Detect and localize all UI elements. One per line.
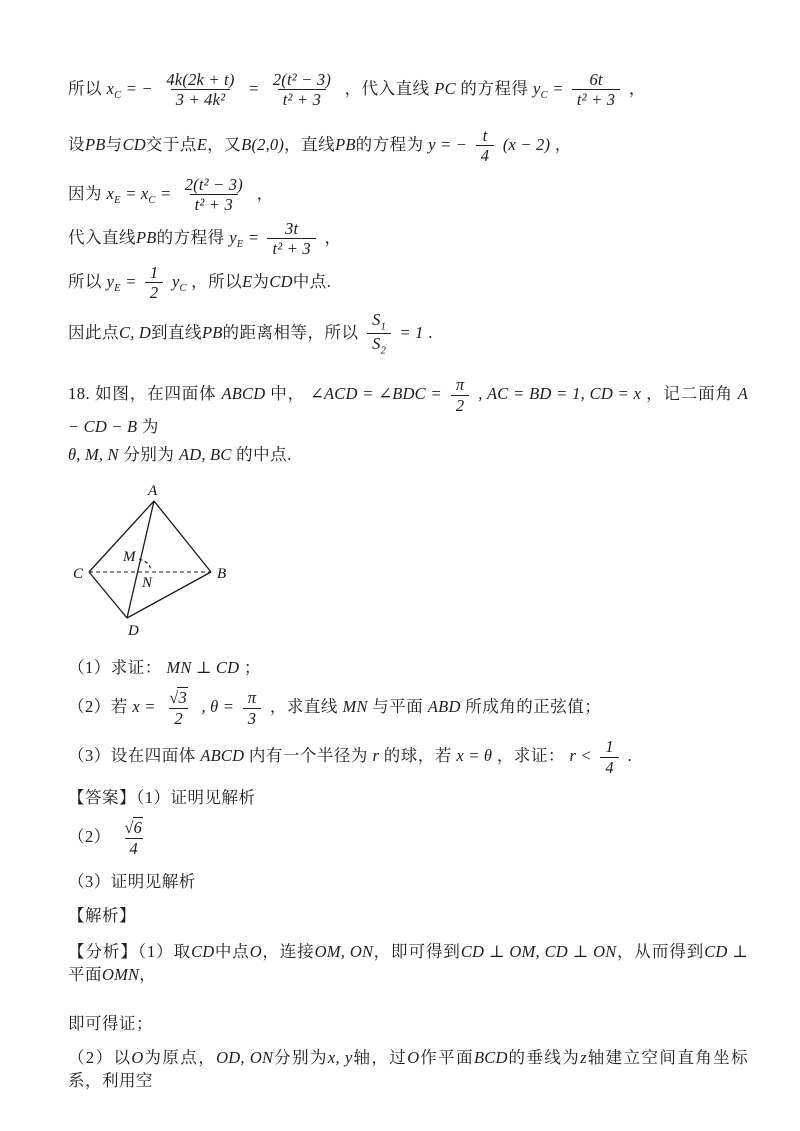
numerator: 2(t² − 3) — [272, 70, 332, 89]
midpoint-label-N: N — [142, 575, 153, 592]
math-text: CD ⊥ — [704, 942, 748, 962]
text: 分别为 — [123, 445, 175, 465]
fraction — [572, 70, 620, 110]
question-part-1 — [68, 656, 748, 679]
numerator: π — [247, 688, 257, 708]
text: 所以 — [68, 271, 102, 291]
variable: BCD — [474, 1047, 508, 1067]
text: 所以 — [68, 78, 102, 98]
problem-18-stem — [68, 375, 748, 438]
text: （3）设在四面体 — [68, 745, 196, 765]
text: 因此点 — [68, 322, 119, 342]
text: ，又 — [207, 134, 242, 154]
variable: ABCD — [200, 745, 245, 765]
text: 的方程得 — [156, 227, 225, 247]
denominator: 2 — [145, 282, 163, 302]
text: ，所以 — [191, 271, 243, 291]
text: ，从而得到 — [616, 942, 705, 962]
text: ，即可得到 — [373, 942, 461, 962]
subscript: C — [179, 282, 187, 294]
edge-AB — [154, 501, 211, 572]
denominator: 4 — [125, 838, 143, 858]
text: 为原点， — [143, 1047, 217, 1067]
numerator: 2(t² − 3) — [184, 174, 243, 194]
text: 的距离相等，所以 — [222, 322, 359, 342]
edge-DB — [127, 572, 211, 618]
math-text: x = θ — [456, 745, 493, 765]
fraction — [367, 310, 391, 358]
analysis-header — [68, 904, 748, 927]
numerator: t — [482, 125, 488, 145]
numerator — [164, 688, 193, 707]
text: （2）若 — [68, 697, 128, 716]
variable: E — [196, 134, 208, 154]
math-text: , AC = BD = 1, CD = x — [478, 383, 642, 403]
numerator: 1 — [149, 262, 159, 282]
math-text: = − — [125, 78, 153, 98]
text: 分别为 — [273, 1047, 328, 1067]
numerator: π — [455, 375, 465, 395]
variable: PB — [85, 134, 106, 154]
text: 为 — [141, 416, 159, 436]
text: 的垂线为 — [507, 1047, 581, 1067]
variable: x — [140, 183, 149, 203]
text: 与 — [105, 134, 123, 154]
variable: OM, ON — [314, 942, 374, 962]
subscript: 2 — [380, 345, 386, 357]
subscript: C — [114, 90, 122, 102]
text: ， — [324, 227, 342, 247]
vertex-label-C: C — [73, 566, 84, 583]
fraction — [119, 818, 148, 858]
subscript: E — [114, 282, 121, 294]
tetrahedron-figure — [72, 479, 748, 646]
variable: O — [131, 1047, 144, 1067]
variable: C, D — [119, 322, 151, 342]
text: （2）以 — [68, 1047, 132, 1067]
variable: θ, M, N — [68, 445, 119, 465]
denominator: t² + 3 — [278, 89, 326, 109]
variable: r — [372, 745, 380, 765]
radicand: 6 — [133, 818, 143, 838]
text: ， — [139, 965, 157, 985]
denominator: 2 — [169, 708, 187, 728]
math-text: = — [247, 227, 264, 247]
variable: CD — [122, 134, 146, 154]
variable: PC — [434, 78, 456, 98]
text: . — [428, 322, 433, 342]
problem-18-stem-line2 — [68, 443, 748, 466]
math-text: y = − — [428, 134, 468, 154]
answer-part-1 — [68, 786, 748, 809]
variable: O — [407, 1047, 420, 1067]
variable: OD, ON — [216, 1047, 274, 1067]
variable: OMN — [102, 965, 140, 985]
solution-line-xc — [68, 70, 748, 110]
fraction — [180, 175, 248, 215]
fraction — [145, 263, 163, 303]
math-text: x = — [132, 697, 156, 716]
text: 设 — [68, 134, 85, 154]
text: ，连接 — [261, 942, 315, 962]
text: （3）证明见解析 — [68, 872, 196, 892]
math-text: r < — [569, 745, 592, 765]
variable: x — [106, 78, 115, 98]
solution-line-ratio — [68, 310, 748, 358]
text: 到直线 — [150, 322, 202, 342]
text: 【分析】（1）取 — [68, 942, 192, 962]
vertex-label-B: B — [217, 566, 227, 583]
fraction — [451, 375, 469, 415]
vertex-label-A: A — [148, 483, 158, 500]
variable: CD — [191, 942, 215, 962]
text: 作平面 — [419, 1047, 475, 1067]
subscript: E — [114, 194, 121, 206]
solution-line-ye — [68, 219, 748, 259]
variable: ABD — [427, 697, 461, 716]
variable: AD, BC — [179, 445, 232, 465]
problem-number-text: 18. 如图，在四面体 — [68, 383, 217, 403]
subscript: C — [540, 90, 548, 102]
variable: PB — [136, 227, 157, 247]
variable: A − CD − B — [68, 383, 749, 436]
math-text: x, y — [327, 1047, 353, 1067]
text: 的球，若 — [383, 745, 452, 765]
math-text: = — [160, 183, 176, 203]
denominator: 3 — [243, 708, 261, 728]
variable: MN — [342, 697, 368, 716]
math-text: , θ = — [201, 697, 235, 716]
math-text: = 1 — [399, 322, 424, 342]
text: ； — [243, 658, 261, 678]
numerator: 4k(2k + t) — [166, 70, 235, 89]
text: 轴建立空间直角坐标系，利用空 — [68, 1047, 749, 1090]
fraction — [161, 70, 239, 110]
math-text: CD ⊥ OM, CD ⊥ ON — [460, 942, 617, 962]
variable: PB — [201, 322, 223, 342]
text: ，代入直线 — [344, 78, 430, 98]
numerator: 1 — [605, 737, 614, 757]
variable: S — [372, 309, 381, 329]
denominator: 3 + 4k² — [171, 89, 231, 109]
math-text: = — [248, 78, 264, 98]
text: 即可得证； — [68, 1013, 153, 1033]
answer-label-text: 【答案】（1）证明见解析 — [68, 788, 256, 808]
answer-part-3 — [68, 870, 748, 893]
variable: y — [229, 227, 237, 247]
vertex-label-D: D — [128, 623, 139, 640]
radical-sign: √ — [124, 818, 134, 838]
fraction — [476, 126, 494, 166]
text: 与平面 — [372, 697, 424, 716]
math-text: = — [125, 271, 141, 291]
variable: y — [106, 271, 115, 291]
math-text: MN ⊥ CD — [166, 658, 240, 678]
text: 内有一个半径为 — [248, 745, 368, 765]
edge-AC — [89, 501, 154, 572]
solution-line-xe — [68, 175, 748, 215]
edge-CD — [89, 572, 127, 618]
text: ， — [256, 183, 274, 203]
analysis-line-3 — [68, 1046, 748, 1092]
text: 的方程为 — [355, 134, 424, 154]
variable: PB — [335, 134, 356, 154]
text: 中， — [270, 383, 305, 403]
text: 平面 — [68, 965, 102, 985]
text: 因为 — [68, 183, 102, 203]
question-part-3 — [68, 737, 748, 777]
fraction — [268, 70, 336, 110]
variable: z — [580, 1047, 587, 1067]
denominator — [367, 333, 391, 358]
subscript: E — [236, 238, 244, 250]
text: 代入直线 — [68, 227, 136, 247]
denominator: t² + 3 — [267, 238, 315, 258]
variable: CD — [269, 271, 293, 291]
math-text: (x − 2) — [502, 134, 551, 154]
text: 中点. — [292, 271, 332, 291]
solution-line-midpoint — [68, 263, 748, 303]
text: （2） — [68, 826, 111, 846]
text: ， — [554, 134, 572, 154]
text: （1）求证： — [68, 658, 162, 678]
text: . — [627, 745, 633, 765]
text: ，直线 — [284, 134, 336, 154]
solution-line-pb — [68, 126, 748, 166]
denominator: t² + 3 — [572, 89, 620, 109]
math-text: = — [552, 78, 568, 98]
variable: E — [242, 271, 253, 291]
numerator: 6t — [589, 70, 603, 89]
denominator: 4 — [476, 145, 494, 165]
variable: x — [106, 183, 115, 203]
text: 轴，过 — [352, 1047, 408, 1067]
radical-sign: √ — [169, 688, 179, 708]
denominator: t² + 3 — [190, 194, 238, 214]
subscript: 1 — [380, 320, 386, 332]
numerator — [119, 818, 148, 837]
variable: y — [171, 271, 180, 291]
text: ，求直线 — [269, 697, 338, 716]
analysis-line-2 — [68, 1012, 748, 1035]
subscript: C — [148, 194, 156, 206]
variable: ABCD — [221, 383, 266, 403]
analysis-line-1 — [68, 940, 748, 986]
text: 的中点. — [236, 445, 292, 465]
radicand: 3 — [178, 688, 187, 708]
text: ， — [628, 78, 646, 98]
fraction — [243, 688, 261, 728]
fraction — [164, 688, 193, 728]
tetrahedron-diagram — [72, 479, 252, 641]
question-part-2 — [68, 688, 748, 728]
text: 的方程得 — [460, 78, 529, 98]
text: ，记二面角 — [646, 383, 733, 403]
text: 交于点 — [145, 134, 197, 154]
variable: O — [249, 942, 262, 962]
variable: y — [533, 78, 541, 98]
denominator: 2 — [451, 395, 469, 415]
math-text: = — [125, 183, 141, 203]
text: 【解析】 — [68, 906, 136, 926]
fraction — [267, 219, 315, 259]
numerator: 3t — [285, 218, 299, 238]
variable: B(2,0) — [241, 134, 285, 154]
text: 中点 — [214, 942, 250, 962]
fraction — [600, 737, 618, 777]
numerator — [367, 310, 391, 334]
text: ，求证： — [496, 745, 565, 765]
math-text: ∠ACD = ∠BDC = — [309, 383, 442, 403]
denominator: 4 — [600, 757, 618, 777]
text: 为 — [252, 271, 270, 291]
midpoint-label-M: M — [123, 549, 136, 566]
variable: S — [372, 334, 381, 354]
answer-part-2 — [68, 818, 748, 858]
text: 所成角的正弦值； — [465, 697, 602, 716]
